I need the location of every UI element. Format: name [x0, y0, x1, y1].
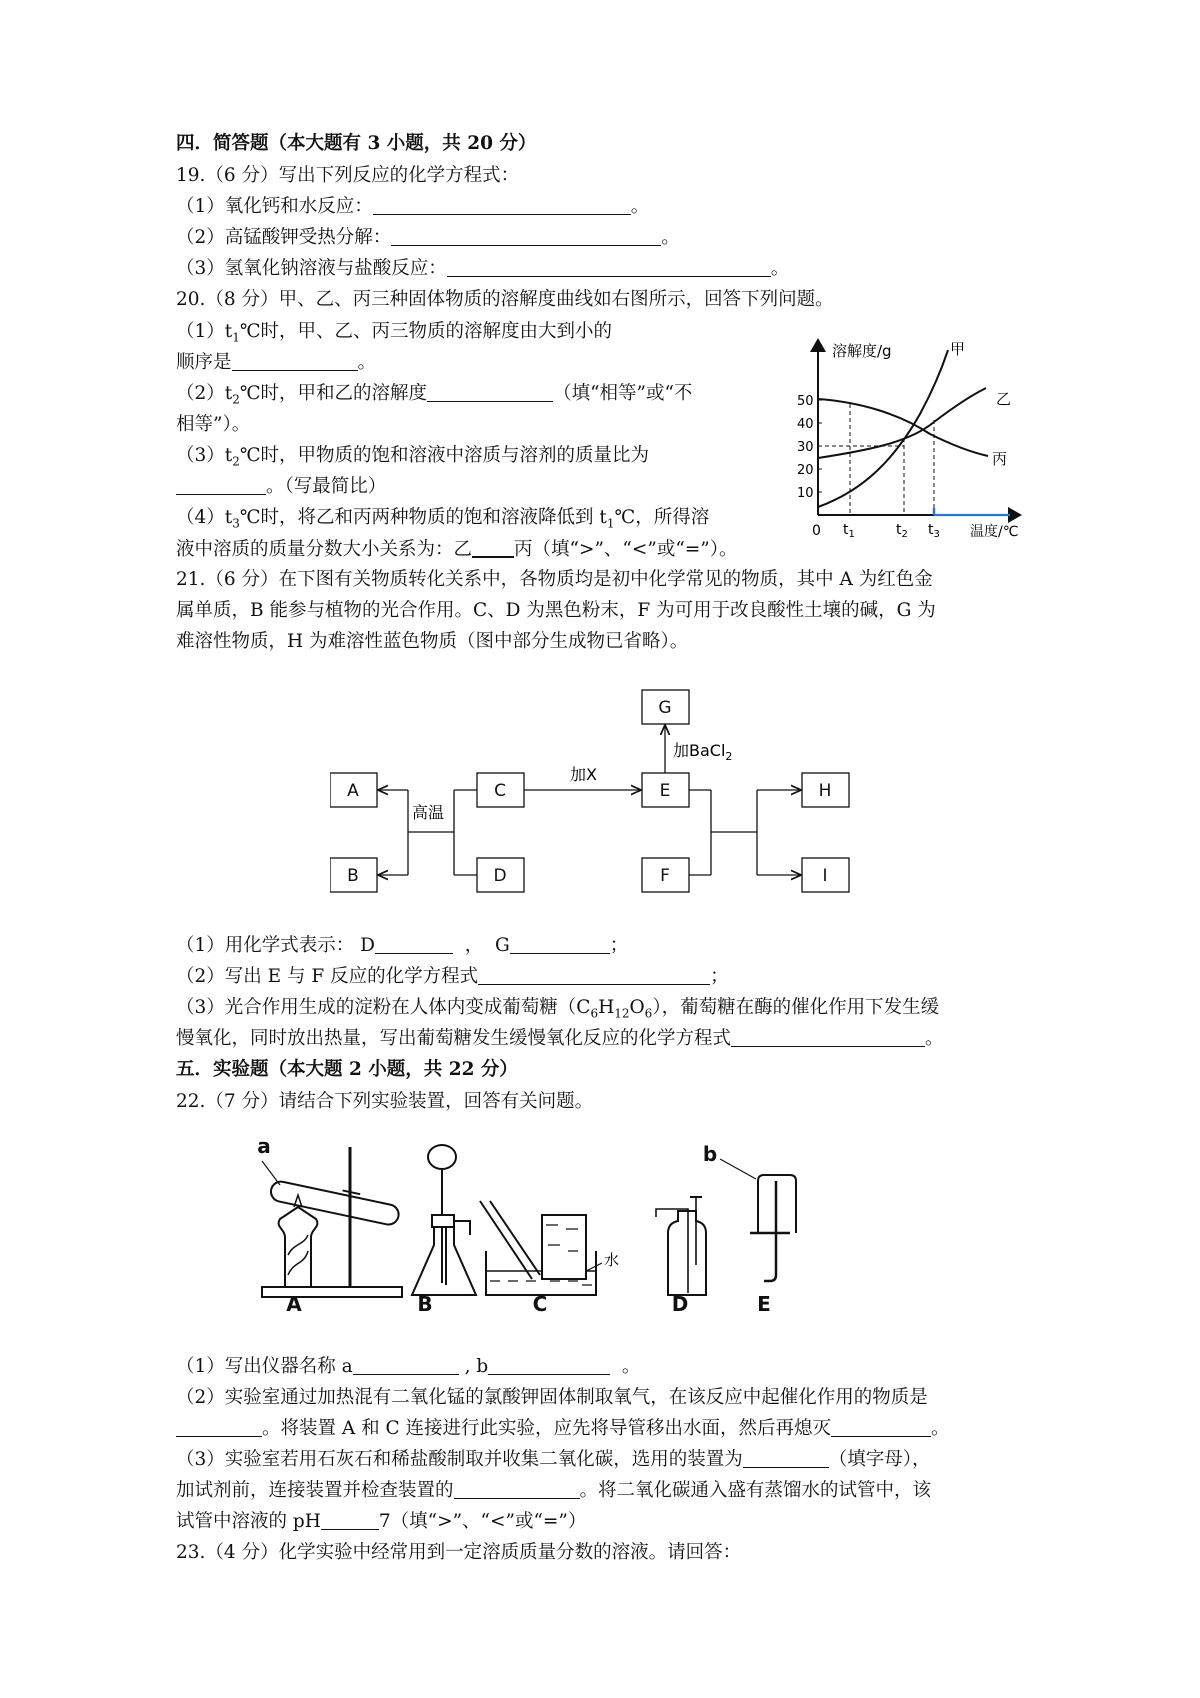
subscript: 6 — [644, 1006, 653, 1021]
curve-label-yi: 乙 — [996, 390, 1012, 408]
q20-part4 — [176, 506, 709, 536]
text: 。（写最简比） — [266, 476, 387, 497]
answer-blank[interactable] — [488, 1355, 610, 1375]
q22-part2-b — [176, 1417, 950, 1441]
text: （1）t — [176, 321, 233, 342]
box-label-e: E — [659, 781, 671, 801]
answer-blank[interactable] — [731, 1027, 925, 1047]
answer-blank[interactable] — [321, 1510, 379, 1530]
label-e: E — [757, 1292, 771, 1315]
q19-part3-text: （3）氢氧化钠溶液与盐酸反应： — [176, 258, 447, 279]
q22-part2: （2）实验室通过加热混有二氧化锰的氯酸钾固体制取氧气，在该反应中起催化作用的物质是 — [176, 1387, 928, 1408]
answer-blank[interactable] — [373, 195, 631, 215]
answer-blank[interactable] — [176, 1417, 262, 1437]
text: ℃，所得溶 — [614, 507, 710, 528]
q22-part3-c — [176, 1510, 586, 1534]
text: （3）光合作用生成的淀粉在人体内变成葡萄糖（C — [176, 997, 591, 1018]
answer-blank[interactable] — [743, 1448, 829, 1468]
subscript: 2 — [232, 392, 240, 407]
text: 试管中溶液的 pH — [176, 1511, 321, 1532]
q21-line2: 属单质，B 能参与植物的光合作用。C、D 为黑色粉末，F 为可用于改良酸性土壤的碱，G 为 — [176, 600, 936, 621]
apparatus-e — [720, 1159, 796, 1281]
text: 。 — [610, 1356, 641, 1377]
text: （2）t — [176, 383, 233, 404]
x-axis-label: 温度/℃ — [970, 524, 1019, 540]
text: （1）用化学式表示： D — [176, 935, 375, 956]
text: 。将装置 A 和 C 连接进行此实验，应先将导管移出水面，然后再熄灭 — [262, 1418, 832, 1439]
q20-part2-b: 相等”）。 — [176, 414, 251, 435]
q20-part2 — [176, 382, 692, 412]
answer-blank[interactable] — [375, 934, 453, 954]
text: H — [598, 997, 615, 1018]
answer-blank[interactable] — [232, 351, 358, 371]
box-label-i: I — [822, 866, 828, 886]
q21-part3 — [176, 996, 939, 1026]
text: 7（填“>”、“<”或“=”） — [378, 1511, 587, 1532]
text: ； — [609, 935, 629, 956]
subscript: 12 — [614, 1006, 630, 1021]
x-tick-t1: $t_1$ — [843, 522, 855, 540]
box-label-f: F — [660, 866, 670, 886]
q21-part2 — [176, 965, 729, 989]
text: （2）写出 E 与 F 反应的化学方程式 — [176, 966, 479, 987]
y-tick-label: 30 — [797, 440, 814, 455]
answer-blank[interactable] — [510, 934, 610, 954]
q20-part1-b — [176, 351, 376, 375]
text: （4）t — [176, 507, 233, 528]
x-tick-t3: $t_3$ — [928, 522, 940, 540]
text: 慢氧化，同时放出热量，写出葡萄糖发生缓慢氧化反应的化学方程式 — [176, 1028, 732, 1049]
q23-stem: 23.（4 分）化学实验中经常用到一定溶质质量分数的溶液。请回答： — [176, 1542, 742, 1563]
q20-part3-b — [176, 475, 386, 499]
y-tick-label: 40 — [797, 417, 814, 432]
curve-label-bing: 丙 — [992, 450, 1008, 468]
text: ； — [710, 966, 729, 987]
text: 。 — [931, 1418, 950, 1439]
text: 顺序是 — [176, 352, 232, 373]
subscript: 1 — [606, 516, 615, 531]
apparatus-c — [480, 1201, 602, 1295]
box-label-c: C — [494, 781, 506, 801]
period: 。 — [630, 196, 650, 217]
q19-part2-text: （2）高锰酸钾受热分解： — [176, 227, 392, 248]
q19-stem: 19.（6 分）写出下列反应的化学方程式： — [176, 165, 520, 186]
pointer-label-b: b — [702, 1142, 718, 1166]
y-axis-label: 溶解度/g — [832, 342, 892, 360]
box-label-h: H — [818, 781, 832, 801]
text: ℃时，甲和乙的溶解度 — [239, 383, 428, 404]
apparatus-b — [412, 1145, 476, 1295]
label-d: D — [671, 1292, 689, 1315]
solubility-graph — [770, 330, 1050, 542]
q19-part2 — [176, 226, 680, 250]
section-5-heading: 五．实验题（本大题 2 小题，共 22 分） — [176, 1059, 518, 1080]
water-label: 水 — [604, 1251, 620, 1269]
curve-jia — [818, 350, 948, 507]
text: （3）t — [176, 445, 233, 466]
subscript: 6 — [590, 1006, 599, 1021]
label-b: B — [417, 1292, 433, 1315]
text: 液中溶质的质量分数大小关系为：乙 — [176, 539, 473, 560]
answer-blank[interactable] — [447, 257, 771, 277]
label-add-x: 加X — [570, 765, 597, 784]
y-tick-label: 50 — [797, 394, 814, 409]
text: ℃时，将乙和丙两种物质的饱和溶液降低到 t — [239, 507, 607, 528]
curve-label-jia: 甲 — [950, 340, 966, 358]
q20-part3 — [176, 444, 649, 474]
text: 丙（填“>”、“<”或“=”）。 — [514, 539, 738, 560]
y-tick-label: 10 — [797, 486, 814, 501]
text: 。 — [925, 1028, 944, 1049]
text: 。将二氧化碳通入盛有蒸馏水的试管中，该 — [579, 1480, 932, 1501]
text: ℃时，甲物质的饱和溶液中溶质与溶剂的质量比为 — [239, 445, 650, 466]
label-a: A — [286, 1292, 302, 1315]
box-label-g: G — [658, 698, 672, 718]
q22-part1 — [176, 1355, 640, 1379]
text: ， G — [452, 935, 510, 956]
box-label-b: B — [347, 866, 359, 886]
q19-part1 — [176, 195, 649, 219]
answer-blank[interactable] — [831, 1417, 931, 1437]
text: （填“相等”或“不 — [553, 383, 693, 404]
subscript: 2 — [232, 454, 240, 469]
y-tick-label: 20 — [797, 463, 814, 478]
text: （1）写出仪器名称 a — [176, 1356, 353, 1377]
label-c: C — [532, 1292, 548, 1315]
section-4-heading: 四．简答题（本大题有 3 小题，共 20 分） — [176, 133, 537, 154]
text: （3）实验室若用石灰石和稀盐酸制取并收集二氧化碳，选用的装置为 — [176, 1449, 743, 1470]
answer-blank[interactable] — [454, 1479, 580, 1499]
period: 。 — [357, 352, 377, 373]
q19-part3 — [176, 257, 789, 281]
answer-blank[interactable] — [176, 475, 266, 495]
period: 。 — [770, 258, 790, 279]
label-gaowen: 高温 — [412, 803, 445, 822]
q20-stem: 20.（8 分）甲、乙、丙三种固体物质的溶解度曲线如右图所示，回答下列问题。 — [176, 289, 834, 310]
apparatus-d — [656, 1197, 706, 1295]
origin-label: 0 — [812, 523, 821, 539]
apparatus-a — [262, 1147, 402, 1297]
answer-blank[interactable] — [472, 537, 514, 558]
answer-blank[interactable] — [391, 226, 661, 246]
q20-part4-b — [176, 537, 738, 562]
curve-bing — [818, 399, 988, 456]
q21-line3: 难溶性物质，H 为难溶性蓝色物质（图中部分生成物已省略）。 — [176, 631, 689, 652]
text: , b — [458, 1356, 489, 1377]
q21-part1 — [176, 934, 628, 958]
text: （填字母）， — [828, 1449, 931, 1470]
q22-part3-b — [176, 1479, 931, 1503]
q22-stem: 22.（7 分）请结合下列实验装置，回答有关问题。 — [176, 1091, 594, 1112]
text: ），葡萄糖在酶的催化作用下发生缓 — [652, 997, 940, 1018]
text: 加试剂前，连接装置并检查装置的 — [176, 1480, 454, 1501]
text: ℃时，甲、乙、丙三物质的溶解度由大到小的 — [239, 321, 613, 342]
box-label-d: D — [493, 866, 507, 886]
label-add-bacl2: 加BaCl$_2$ — [673, 741, 733, 763]
answer-blank[interactable] — [478, 965, 710, 985]
transformation-diagram — [330, 680, 910, 910]
subscript: 3 — [232, 516, 240, 531]
pointer-label-a: a — [257, 1134, 271, 1158]
answer-blank[interactable] — [427, 382, 553, 402]
box-label-a: A — [347, 781, 359, 801]
q21-part3-b — [176, 1027, 944, 1051]
text: O — [629, 997, 645, 1018]
period: 。 — [661, 227, 680, 248]
q22-part3 — [176, 1448, 931, 1472]
subscript: 1 — [232, 330, 240, 345]
q19-part1-text: （1）氧化钙和水反应： — [176, 196, 373, 217]
answer-blank[interactable] — [353, 1355, 459, 1375]
q20-part1 — [176, 320, 612, 350]
x-tick-t2: $t_2$ — [896, 522, 908, 540]
q21-line1: 21.（6 分）在下图有关物质转化关系中，各物质均是初中化学常见的物质，其中 A 为红色金 — [176, 569, 933, 590]
apparatus-figure — [250, 1125, 890, 1315]
